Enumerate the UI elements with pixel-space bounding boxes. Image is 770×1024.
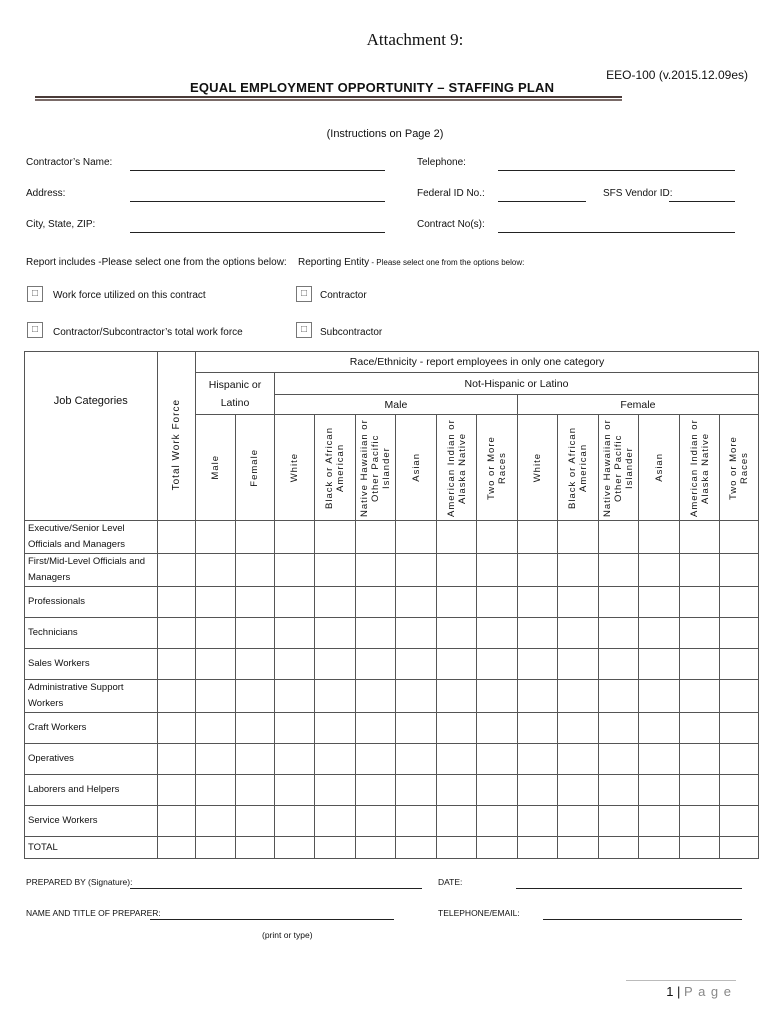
count-cell[interactable] xyxy=(558,837,598,859)
count-cell[interactable] xyxy=(477,649,517,680)
page-word: P a g e xyxy=(684,984,732,999)
count-cell[interactable] xyxy=(436,587,476,618)
male-american-indian-text: American Indian or Alaska Native xyxy=(445,418,468,517)
count-cell[interactable] xyxy=(235,554,274,587)
count-cell[interactable] xyxy=(598,554,638,587)
count-cell[interactable] xyxy=(720,744,759,775)
count-cell[interactable] xyxy=(274,713,314,744)
count-cell[interactable] xyxy=(196,521,235,554)
male-black-header xyxy=(315,415,355,521)
count-cell[interactable] xyxy=(396,680,436,713)
print-or-type-note: (print or type) xyxy=(262,930,313,940)
count-cell[interactable] xyxy=(517,649,557,680)
count-cell[interactable] xyxy=(517,521,557,554)
form-id: EEO-100 (v.2015.12.09es) xyxy=(606,68,748,82)
count-cell[interactable] xyxy=(639,775,679,806)
prepared-by-label: PREPARED BY (Signature): xyxy=(26,877,133,887)
male-white-header xyxy=(274,415,314,521)
count-cell[interactable] xyxy=(639,837,679,859)
count-cell[interactable] xyxy=(157,713,195,744)
city-state-zip-label: City, State, ZIP: xyxy=(26,219,96,230)
count-cell[interactable] xyxy=(196,649,235,680)
count-cell[interactable] xyxy=(436,713,476,744)
count-cell[interactable] xyxy=(355,837,395,859)
male-black-text: Black or African American xyxy=(324,426,347,509)
count-cell[interactable] xyxy=(679,806,719,837)
count-cell[interactable] xyxy=(477,587,517,618)
count-cell[interactable] xyxy=(679,713,719,744)
count-cell[interactable] xyxy=(235,521,274,554)
date-label: DATE: xyxy=(438,877,463,887)
count-cell[interactable] xyxy=(679,554,719,587)
count-cell[interactable] xyxy=(436,554,476,587)
count-cell[interactable] xyxy=(598,775,638,806)
count-cell[interactable] xyxy=(355,554,395,587)
count-cell[interactable] xyxy=(396,618,436,649)
address-label: Address: xyxy=(26,188,66,199)
count-cell[interactable] xyxy=(235,806,274,837)
count-cell[interactable] xyxy=(355,680,395,713)
title-rule xyxy=(35,96,622,101)
count-cell[interactable] xyxy=(196,806,235,837)
female-hawaiian-header xyxy=(598,415,638,521)
report-includes-label: Report includes -Please select one from the options below: xyxy=(26,257,287,268)
count-cell[interactable] xyxy=(157,744,195,775)
work-force-contract-label: Work force utilized on this contract xyxy=(53,290,206,301)
count-cell[interactable] xyxy=(517,587,557,618)
count-cell[interactable] xyxy=(235,713,274,744)
count-cell[interactable] xyxy=(157,554,195,587)
count-cell[interactable] xyxy=(315,713,355,744)
federal-id-label: Federal ID No.: xyxy=(417,188,485,199)
count-cell[interactable] xyxy=(396,837,436,859)
staffing-table xyxy=(24,351,759,859)
address-field[interactable] xyxy=(130,201,385,202)
male-two-races-text: Two or More Races xyxy=(486,435,509,500)
count-cell[interactable] xyxy=(477,806,517,837)
job-category-label: First/Mid-Level Officials and Managers xyxy=(25,554,158,587)
job-category-rows xyxy=(25,521,759,859)
count-cell[interactable] xyxy=(517,618,557,649)
contractor-option-label: Contractor xyxy=(320,290,367,301)
count-cell[interactable] xyxy=(517,554,557,587)
count-cell[interactable] xyxy=(598,806,638,837)
count-cell[interactable] xyxy=(517,775,557,806)
not-hispanic-header: Not-Hispanic or Latino xyxy=(274,373,758,395)
count-cell[interactable] xyxy=(517,744,557,775)
count-cell[interactable] xyxy=(396,649,436,680)
count-cell[interactable] xyxy=(679,521,719,554)
federal-id-field[interactable] xyxy=(498,201,586,202)
count-cell[interactable] xyxy=(477,775,517,806)
race-ethnicity-header: Race/Ethnicity - report employees in only one category xyxy=(196,352,759,373)
count-cell[interactable] xyxy=(436,744,476,775)
count-cell[interactable] xyxy=(477,521,517,554)
count-cell[interactable] xyxy=(315,775,355,806)
hispanic-male-text: Male xyxy=(209,455,221,480)
table-row xyxy=(25,713,759,744)
count-cell[interactable] xyxy=(558,554,598,587)
count-cell[interactable] xyxy=(235,775,274,806)
job-category-label: Laborers and Helpers xyxy=(25,775,158,806)
contractor-checkbox[interactable]: □ xyxy=(296,286,312,302)
sfs-vendor-id-label: SFS Vendor ID: xyxy=(603,188,673,199)
contract-nos-label: Contract No(s): xyxy=(417,219,485,230)
count-cell[interactable] xyxy=(355,521,395,554)
count-cell[interactable] xyxy=(477,837,517,859)
count-cell[interactable] xyxy=(436,521,476,554)
count-cell[interactable] xyxy=(235,680,274,713)
count-cell[interactable] xyxy=(235,587,274,618)
contractor-name-field[interactable] xyxy=(130,170,385,171)
male-header: Male xyxy=(274,395,517,415)
count-cell[interactable] xyxy=(315,649,355,680)
count-cell[interactable] xyxy=(598,680,638,713)
total-work-force-checkbox[interactable]: □ xyxy=(27,322,43,338)
count-cell[interactable] xyxy=(720,713,759,744)
job-category-label: Technicians xyxy=(25,618,158,649)
count-cell[interactable] xyxy=(639,649,679,680)
count-cell[interactable] xyxy=(315,587,355,618)
count-cell[interactable] xyxy=(639,521,679,554)
table-row xyxy=(25,744,759,775)
count-cell[interactable] xyxy=(720,587,759,618)
table-row xyxy=(25,587,759,618)
count-cell[interactable] xyxy=(598,649,638,680)
count-cell[interactable] xyxy=(679,744,719,775)
count-cell[interactable] xyxy=(355,775,395,806)
count-cell[interactable] xyxy=(157,680,195,713)
female-header: Female xyxy=(517,395,758,415)
count-cell[interactable] xyxy=(315,806,355,837)
count-cell[interactable] xyxy=(679,618,719,649)
job-categories-header: Job Categories xyxy=(25,352,158,521)
count-cell[interactable] xyxy=(355,587,395,618)
subcontractor-option-label: Subcontractor xyxy=(320,327,383,338)
count-cell[interactable] xyxy=(274,837,314,859)
count-cell[interactable] xyxy=(157,618,195,649)
job-category-label: Administrative Support Workers xyxy=(25,680,158,713)
job-category-label: Operatives xyxy=(25,744,158,775)
female-asian-text: Asian xyxy=(653,453,665,482)
count-cell[interactable] xyxy=(720,521,759,554)
count-cell[interactable] xyxy=(396,554,436,587)
count-cell[interactable] xyxy=(558,680,598,713)
count-cell[interactable] xyxy=(598,618,638,649)
count-cell[interactable] xyxy=(196,713,235,744)
count-cell[interactable] xyxy=(558,649,598,680)
female-american-indian-text: American Indian or Alaska Native xyxy=(688,418,711,517)
count-cell[interactable] xyxy=(639,744,679,775)
telephone-label: Telephone: xyxy=(417,157,466,168)
female-white-header xyxy=(517,415,557,521)
telephone-field[interactable] xyxy=(498,170,735,171)
work-force-contract-checkbox[interactable]: □ xyxy=(27,286,43,302)
table-row xyxy=(25,649,759,680)
count-cell[interactable] xyxy=(157,649,195,680)
telephone-email-label: TELEPHONE/EMAIL: xyxy=(438,908,520,918)
count-cell[interactable] xyxy=(679,837,719,859)
count-cell[interactable] xyxy=(598,713,638,744)
count-cell[interactable] xyxy=(315,680,355,713)
count-cell[interactable] xyxy=(315,744,355,775)
count-cell[interactable] xyxy=(679,680,719,713)
count-cell[interactable] xyxy=(315,837,355,859)
hispanic-female-header xyxy=(235,415,274,521)
sfs-vendor-id-field[interactable] xyxy=(669,201,735,202)
contract-nos-field[interactable] xyxy=(498,232,735,233)
count-cell[interactable] xyxy=(517,680,557,713)
contractor-name-label: Contractor’s Name: xyxy=(26,157,113,168)
count-cell[interactable] xyxy=(720,775,759,806)
count-cell[interactable] xyxy=(315,554,355,587)
count-cell[interactable] xyxy=(477,713,517,744)
count-cell[interactable] xyxy=(274,744,314,775)
count-cell[interactable] xyxy=(274,775,314,806)
count-cell[interactable] xyxy=(436,680,476,713)
female-black-header xyxy=(558,415,598,521)
count-cell[interactable] xyxy=(196,680,235,713)
job-category-label: Craft Workers xyxy=(25,713,158,744)
female-hawaiian-text: Native Hawaiian or Other Pacific Islander xyxy=(602,418,636,517)
page-number: 1 | P a g e xyxy=(666,984,732,999)
count-cell[interactable] xyxy=(477,554,517,587)
female-two-races-text: Two or More Races xyxy=(728,435,751,500)
count-cell[interactable] xyxy=(436,806,476,837)
count-cell[interactable] xyxy=(639,680,679,713)
count-cell[interactable] xyxy=(720,649,759,680)
count-cell[interactable] xyxy=(477,618,517,649)
count-cell[interactable] xyxy=(196,744,235,775)
count-cell[interactable] xyxy=(355,744,395,775)
count-cell[interactable] xyxy=(558,806,598,837)
job-category-label: TOTAL xyxy=(25,837,158,859)
female-black-text: Black or African American xyxy=(567,426,590,509)
table-row xyxy=(25,806,759,837)
count-cell[interactable] xyxy=(598,744,638,775)
male-american-indian-header xyxy=(436,415,476,521)
telephone-email-field[interactable] xyxy=(543,919,742,920)
count-cell[interactable] xyxy=(235,618,274,649)
total-work-force-label: Contractor/Subcontractor’s total work force xyxy=(53,327,243,338)
table-row xyxy=(25,775,759,806)
count-cell[interactable] xyxy=(558,744,598,775)
count-cell[interactable] xyxy=(274,649,314,680)
female-asian-header xyxy=(639,415,679,521)
count-cell[interactable] xyxy=(196,587,235,618)
male-hawaiian-text: Native Hawaiian or Other Pacific Islander xyxy=(359,418,393,517)
count-cell[interactable] xyxy=(679,587,719,618)
male-asian-text: Asian xyxy=(410,453,422,482)
count-cell[interactable] xyxy=(639,618,679,649)
count-cell[interactable] xyxy=(196,837,235,859)
count-cell[interactable] xyxy=(157,521,195,554)
page-number-value: 1 xyxy=(666,984,674,999)
count-cell[interactable] xyxy=(235,649,274,680)
count-cell[interactable] xyxy=(558,713,598,744)
count-cell[interactable] xyxy=(157,806,195,837)
count-cell[interactable] xyxy=(157,587,195,618)
count-cell[interactable] xyxy=(274,680,314,713)
subcontractor-checkbox[interactable]: □ xyxy=(296,322,312,338)
count-cell[interactable] xyxy=(558,618,598,649)
male-hawaiian-header xyxy=(355,415,395,521)
male-asian-header xyxy=(396,415,436,521)
attachment-label: Attachment 9: xyxy=(366,30,464,49)
count-cell[interactable] xyxy=(315,521,355,554)
count-cell[interactable] xyxy=(598,587,638,618)
count-cell[interactable] xyxy=(355,806,395,837)
count-cell[interactable] xyxy=(720,837,759,859)
female-american-indian-header xyxy=(679,415,719,521)
count-cell[interactable] xyxy=(436,837,476,859)
date-field[interactable] xyxy=(516,888,742,889)
count-cell[interactable] xyxy=(436,618,476,649)
count-cell[interactable] xyxy=(196,618,235,649)
count-cell[interactable] xyxy=(639,587,679,618)
count-cell[interactable] xyxy=(477,744,517,775)
count-cell[interactable] xyxy=(396,521,436,554)
count-cell[interactable] xyxy=(679,775,719,806)
count-cell[interactable] xyxy=(436,649,476,680)
count-cell[interactable] xyxy=(355,618,395,649)
count-cell[interactable] xyxy=(274,521,314,554)
count-cell[interactable] xyxy=(598,837,638,859)
female-white-text: White xyxy=(532,452,544,483)
count-cell[interactable] xyxy=(558,775,598,806)
table-row xyxy=(25,837,759,859)
count-cell[interactable] xyxy=(396,744,436,775)
count-cell[interactable] xyxy=(679,649,719,680)
instructions-note: (Instructions on Page 2) xyxy=(326,128,444,140)
count-cell[interactable] xyxy=(396,587,436,618)
count-cell[interactable] xyxy=(355,649,395,680)
count-cell[interactable] xyxy=(639,806,679,837)
female-two-races-header xyxy=(720,415,759,521)
count-cell[interactable] xyxy=(477,680,517,713)
table-row xyxy=(25,554,759,587)
page-footer-rule xyxy=(626,980,736,981)
count-cell[interactable] xyxy=(274,554,314,587)
hispanic-header: Hispanic or Latino xyxy=(196,373,275,415)
reporting-entity-text: Reporting Entity xyxy=(298,257,370,268)
count-cell[interactable] xyxy=(517,806,557,837)
count-cell[interactable] xyxy=(396,713,436,744)
name-title-field[interactable] xyxy=(150,919,394,920)
count-cell[interactable] xyxy=(396,775,436,806)
count-cell[interactable] xyxy=(235,744,274,775)
count-cell[interactable] xyxy=(517,837,557,859)
count-cell[interactable] xyxy=(196,554,235,587)
reporting-entity-note: - Please select one from the options below: xyxy=(369,258,525,267)
hispanic-male-header xyxy=(196,415,235,521)
male-white-text: White xyxy=(289,452,301,483)
total-work-force-header xyxy=(157,352,195,521)
count-cell[interactable] xyxy=(157,837,195,859)
job-category-label: Executive/Senior Level Officials and Managers xyxy=(25,521,158,554)
city-state-zip-field[interactable] xyxy=(130,232,385,233)
count-cell[interactable] xyxy=(558,587,598,618)
page-title: EQUAL EMPLOYMENT OPPORTUNITY – STAFFING PLAN xyxy=(190,80,555,95)
count-cell[interactable] xyxy=(720,806,759,837)
count-cell[interactable] xyxy=(315,618,355,649)
count-cell[interactable] xyxy=(720,680,759,713)
table-row xyxy=(25,618,759,649)
count-cell[interactable] xyxy=(720,554,759,587)
job-category-label: Service Workers xyxy=(25,806,158,837)
count-cell[interactable] xyxy=(235,837,274,859)
count-cell[interactable] xyxy=(598,521,638,554)
count-cell[interactable] xyxy=(639,713,679,744)
count-cell[interactable] xyxy=(355,713,395,744)
name-title-label: NAME AND TITLE OF PREPARER: xyxy=(26,908,161,918)
total-work-force-header-text: Total Work Force xyxy=(170,398,182,490)
table-row xyxy=(25,680,759,713)
count-cell[interactable] xyxy=(274,618,314,649)
reporting-entity-label xyxy=(298,257,524,268)
count-cell[interactable] xyxy=(517,713,557,744)
count-cell[interactable] xyxy=(196,775,235,806)
table-row xyxy=(25,521,759,554)
count-cell[interactable] xyxy=(639,554,679,587)
count-cell[interactable] xyxy=(436,775,476,806)
job-category-label: Sales Workers xyxy=(25,649,158,680)
male-two-races-header xyxy=(477,415,517,521)
count-cell[interactable] xyxy=(274,806,314,837)
count-cell[interactable] xyxy=(720,618,759,649)
count-cell[interactable] xyxy=(558,521,598,554)
job-category-label: Professionals xyxy=(25,587,158,618)
count-cell[interactable] xyxy=(274,587,314,618)
count-cell[interactable] xyxy=(396,806,436,837)
count-cell[interactable] xyxy=(157,775,195,806)
hispanic-female-text: Female xyxy=(249,448,261,487)
signature-field[interactable] xyxy=(130,888,422,889)
